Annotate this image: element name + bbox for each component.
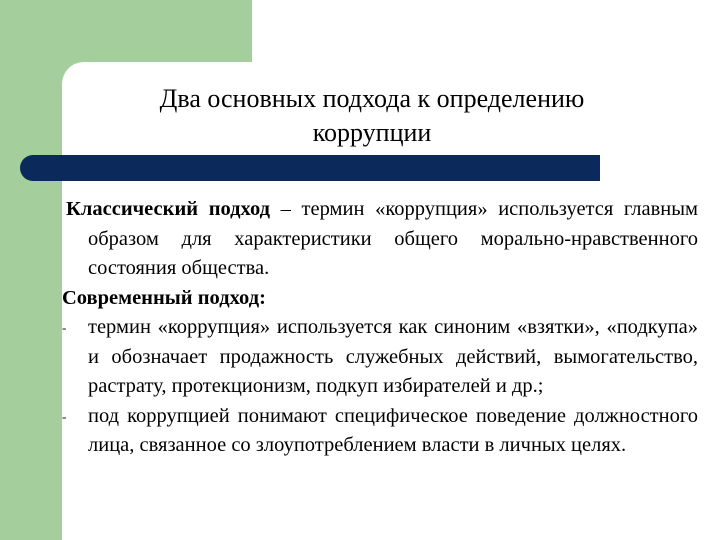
list-item-text: термин «коррупция» используется как синоним «взятки», «подкупа» и обозначает продажность служебных действий, вымогательство, растрату, протекционизм, подкуп избирателей и др.; (88, 316, 698, 397)
slide-body (62, 195, 698, 461)
dash-bullet-icon: - (62, 320, 67, 335)
list-item (62, 313, 698, 402)
modern-approach-heading: Современный подход: (62, 286, 266, 309)
classic-approach-paragraph (62, 195, 698, 284)
decor-green-strip (0, 150, 62, 540)
title-line-1: Два основных подхода к определению (159, 84, 585, 113)
list-item-text: под коррупцией понимают специфическое поведение должностного лица, связанное со злоупотреблением власти в личных целях. (88, 404, 698, 456)
list-item (62, 402, 698, 461)
title-line-2: коррупции (312, 118, 432, 147)
classic-approach-text: – термин «коррупция» используется главным образом для характеристики общего морально-нравственного состояния общества. (88, 198, 698, 279)
slide-title (62, 82, 682, 150)
dash-bullet-icon: - (62, 408, 67, 424)
title-divider-bar (20, 155, 600, 181)
classic-approach-term: Классический подход (66, 198, 271, 220)
